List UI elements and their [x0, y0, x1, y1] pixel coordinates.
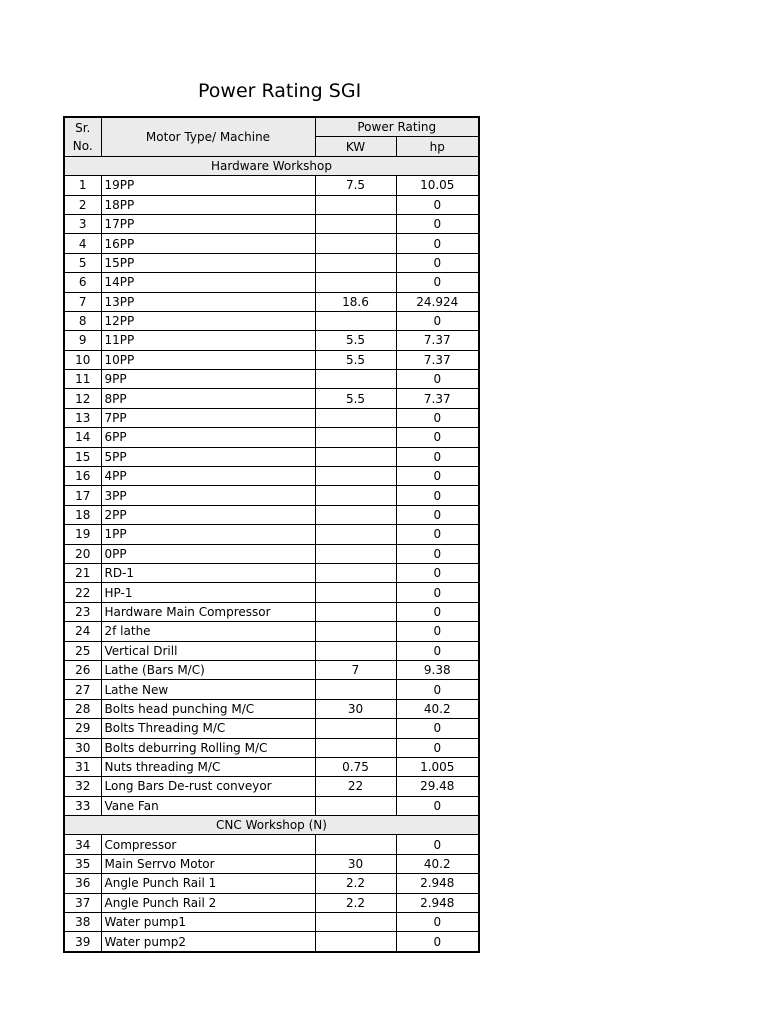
table-body [64, 156, 479, 952]
motor-name-cell: Vertical Drill [101, 641, 315, 660]
sr-no-cell: 24 [64, 622, 101, 641]
hp-cell: 0 [396, 583, 479, 602]
table-row [64, 389, 479, 408]
hp-cell: 0 [396, 234, 479, 253]
table-row [64, 505, 479, 524]
kw-cell: 18.6 [315, 292, 396, 311]
hp-cell: 0 [396, 505, 479, 524]
motor-name-cell: 6PP [101, 428, 315, 447]
motor-name-cell: 16PP [101, 234, 315, 253]
sr-no-cell: 32 [64, 777, 101, 796]
kw-cell [315, 544, 396, 563]
hp-header: hp [396, 137, 479, 156]
motor-name-cell: 5PP [101, 447, 315, 466]
table-row [64, 796, 479, 815]
motor-name-cell: 1PP [101, 525, 315, 544]
hp-cell: 0 [396, 195, 479, 214]
sr-no-cell: 12 [64, 389, 101, 408]
kw-cell [315, 214, 396, 233]
kw-cell [315, 680, 396, 699]
kw-cell [315, 370, 396, 389]
motor-name-cell: 14PP [101, 273, 315, 292]
sr-no-cell: 20 [64, 544, 101, 563]
motor-name-cell: 10PP [101, 350, 315, 369]
sr-no-cell: 3 [64, 214, 101, 233]
hp-cell: 0 [396, 622, 479, 641]
table-row [64, 467, 479, 486]
sr-no-cell: 13 [64, 408, 101, 427]
hp-cell: 0 [396, 447, 479, 466]
kw-cell: 30 [315, 854, 396, 873]
motor-name-cell: 9PP [101, 370, 315, 389]
kw-cell [315, 408, 396, 427]
section-header-row [64, 816, 479, 835]
sr-no-cell: 37 [64, 893, 101, 912]
hp-cell: 0 [396, 370, 479, 389]
hp-cell: 29.48 [396, 777, 479, 796]
kw-cell [315, 253, 396, 272]
kw-cell [315, 311, 396, 330]
table-row [64, 874, 479, 893]
hp-cell: 2.948 [396, 874, 479, 893]
hp-cell: 24.924 [396, 292, 479, 311]
hp-cell: 0 [396, 467, 479, 486]
kw-cell [315, 583, 396, 602]
table-row [64, 602, 479, 621]
hp-cell: 0 [396, 544, 479, 563]
motor-type-header: Motor Type/ Machine [101, 117, 315, 156]
sr-no-cell: 30 [64, 738, 101, 757]
motor-name-cell: Water pump2 [101, 932, 315, 952]
table-row [64, 370, 479, 389]
table-row [64, 311, 479, 330]
sr-no-cell: 25 [64, 641, 101, 660]
table-row [64, 641, 479, 660]
table-row [64, 622, 479, 641]
kw-cell [315, 622, 396, 641]
table-row [64, 583, 479, 602]
sr-no-cell: 18 [64, 505, 101, 524]
kw-cell: 30 [315, 699, 396, 718]
hp-cell: 40.2 [396, 699, 479, 718]
hp-cell: 0 [396, 486, 479, 505]
sr-no-cell: 15 [64, 447, 101, 466]
table-row [64, 234, 479, 253]
motor-name-cell: 19PP [101, 176, 315, 195]
sr-no-cell: 2 [64, 195, 101, 214]
hp-cell: 0 [396, 408, 479, 427]
kw-cell [315, 913, 396, 932]
sr-no-cell: 28 [64, 699, 101, 718]
sr-no-cell: 34 [64, 835, 101, 854]
sr-no-cell: 4 [64, 234, 101, 253]
motor-name-cell: 17PP [101, 214, 315, 233]
motor-name-cell: Angle Punch Rail 2 [101, 893, 315, 912]
motor-name-cell: Angle Punch Rail 1 [101, 874, 315, 893]
kw-cell [315, 234, 396, 253]
motor-name-cell: HP-1 [101, 583, 315, 602]
table-row [64, 563, 479, 582]
sr-no-cell: 29 [64, 719, 101, 738]
hp-cell: 7.37 [396, 331, 479, 350]
hp-cell: 10.05 [396, 176, 479, 195]
hp-cell: 0 [396, 311, 479, 330]
hp-cell: 0 [396, 253, 479, 272]
table-row [64, 350, 479, 369]
kw-cell [315, 835, 396, 854]
motor-name-cell: Lathe New [101, 680, 315, 699]
sr-no-cell: 23 [64, 602, 101, 621]
sr-no-cell: 35 [64, 854, 101, 873]
table-row [64, 680, 479, 699]
sr-no-cell: 39 [64, 932, 101, 952]
table-row [64, 893, 479, 912]
table-row [64, 292, 479, 311]
motor-name-cell: 8PP [101, 389, 315, 408]
table-row [64, 932, 479, 952]
hp-cell: 0 [396, 273, 479, 292]
sr-no-cell: 19 [64, 525, 101, 544]
section-title: Hardware Workshop [64, 156, 479, 175]
hp-cell: 0 [396, 641, 479, 660]
table-row [64, 719, 479, 738]
kw-cell [315, 641, 396, 660]
motor-name-cell: Compressor [101, 835, 315, 854]
hp-cell: 0 [396, 932, 479, 952]
hp-cell: 0 [396, 680, 479, 699]
hp-cell: 0 [396, 525, 479, 544]
hp-cell: 40.2 [396, 854, 479, 873]
sr-no-cell: 36 [64, 874, 101, 893]
kw-cell [315, 467, 396, 486]
sr-no-cell: 10 [64, 350, 101, 369]
hp-cell: 7.37 [396, 389, 479, 408]
kw-cell: 5.5 [315, 331, 396, 350]
motor-name-cell: 2f lathe [101, 622, 315, 641]
section-header-row [64, 156, 479, 175]
kw-cell [315, 719, 396, 738]
kw-cell [315, 796, 396, 815]
hp-cell: 0 [396, 563, 479, 582]
table-row [64, 525, 479, 544]
hp-cell: 0 [396, 796, 479, 815]
kw-cell [315, 486, 396, 505]
table-row [64, 176, 479, 195]
kw-cell [315, 447, 396, 466]
kw-cell [315, 428, 396, 447]
sr-no-cell: 6 [64, 273, 101, 292]
table-row [64, 777, 479, 796]
hp-cell: 0 [396, 719, 479, 738]
sr-no-cell: 8 [64, 311, 101, 330]
sr-no-cell: 22 [64, 583, 101, 602]
table-row [64, 544, 479, 563]
table-row [64, 428, 479, 447]
sr-no-cell: 11 [64, 370, 101, 389]
hp-cell: 0 [396, 913, 479, 932]
motor-name-cell: 13PP [101, 292, 315, 311]
table-row [64, 331, 479, 350]
sr-no-cell: 5 [64, 253, 101, 272]
kw-cell: 7 [315, 660, 396, 679]
sr-no-header: Sr. No. [64, 117, 101, 156]
motor-name-cell: Nuts threading M/C [101, 757, 315, 776]
sr-no-cell: 21 [64, 563, 101, 582]
kw-cell: 22 [315, 777, 396, 796]
table-row [64, 253, 479, 272]
table-row [64, 447, 479, 466]
section-title: CNC Workshop (N) [64, 816, 479, 835]
motor-name-cell: 18PP [101, 195, 315, 214]
kw-cell [315, 525, 396, 544]
table-row [64, 408, 479, 427]
sr-no-cell: 16 [64, 467, 101, 486]
motor-name-cell: 4PP [101, 467, 315, 486]
sr-no-cell: 27 [64, 680, 101, 699]
kw-cell: 2.2 [315, 874, 396, 893]
sr-no-cell: 1 [64, 176, 101, 195]
motor-name-cell: Vane Fan [101, 796, 315, 815]
kw-cell [315, 505, 396, 524]
kw-cell [315, 563, 396, 582]
kw-header: KW [315, 137, 396, 156]
table-row [64, 660, 479, 679]
kw-cell: 0.75 [315, 757, 396, 776]
table-row [64, 486, 479, 505]
hp-cell: 0 [396, 835, 479, 854]
hp-cell: 9.38 [396, 660, 479, 679]
table-row [64, 913, 479, 932]
table-row [64, 757, 479, 776]
hp-cell: 0 [396, 428, 479, 447]
motor-name-cell: 11PP [101, 331, 315, 350]
motor-name-cell: 12PP [101, 311, 315, 330]
motor-name-cell: Water pump1 [101, 913, 315, 932]
hp-cell: 0 [396, 602, 479, 621]
kw-cell [315, 273, 396, 292]
motor-name-cell: 15PP [101, 253, 315, 272]
kw-cell [315, 738, 396, 757]
table-row [64, 273, 479, 292]
motor-name-cell: Bolts head punching M/C [101, 699, 315, 718]
motor-name-cell: Main Serrvo Motor [101, 854, 315, 873]
power-rating-table [63, 116, 480, 953]
motor-name-cell: Bolts deburring Rolling M/C [101, 738, 315, 757]
power-rating-header: Power Rating [315, 117, 479, 137]
table-row [64, 854, 479, 873]
kw-cell [315, 932, 396, 952]
page-title: Power Rating SGI [198, 80, 362, 102]
table-row [64, 214, 479, 233]
sr-no-cell: 26 [64, 660, 101, 679]
motor-name-cell: Bolts Threading M/C [101, 719, 315, 738]
motor-name-cell: RD-1 [101, 563, 315, 582]
sr-no-cell: 31 [64, 757, 101, 776]
hp-cell: 0 [396, 738, 479, 757]
table-row [64, 738, 479, 757]
kw-cell [315, 602, 396, 621]
hp-cell: 7.37 [396, 350, 479, 369]
hp-cell: 1.005 [396, 757, 479, 776]
sr-no-cell: 17 [64, 486, 101, 505]
motor-name-cell: 2PP [101, 505, 315, 524]
table-row [64, 835, 479, 854]
sr-no-cell: 9 [64, 331, 101, 350]
sr-no-cell: 14 [64, 428, 101, 447]
sr-no-cell: 33 [64, 796, 101, 815]
kw-cell: 5.5 [315, 389, 396, 408]
motor-name-cell: 7PP [101, 408, 315, 427]
sr-no-cell: 7 [64, 292, 101, 311]
motor-name-cell: Lathe (Bars M/C) [101, 660, 315, 679]
table-row [64, 195, 479, 214]
motor-name-cell: 3PP [101, 486, 315, 505]
sr-no-cell: 38 [64, 913, 101, 932]
motor-name-cell: 0PP [101, 544, 315, 563]
hp-cell: 2.948 [396, 893, 479, 912]
kw-cell: 5.5 [315, 350, 396, 369]
motor-name-cell: Long Bars De-rust conveyor [101, 777, 315, 796]
hp-cell: 0 [396, 214, 479, 233]
kw-cell [315, 195, 396, 214]
kw-cell: 2.2 [315, 893, 396, 912]
motor-name-cell: Hardware Main Compressor [101, 602, 315, 621]
table-row [64, 699, 479, 718]
kw-cell: 7.5 [315, 176, 396, 195]
